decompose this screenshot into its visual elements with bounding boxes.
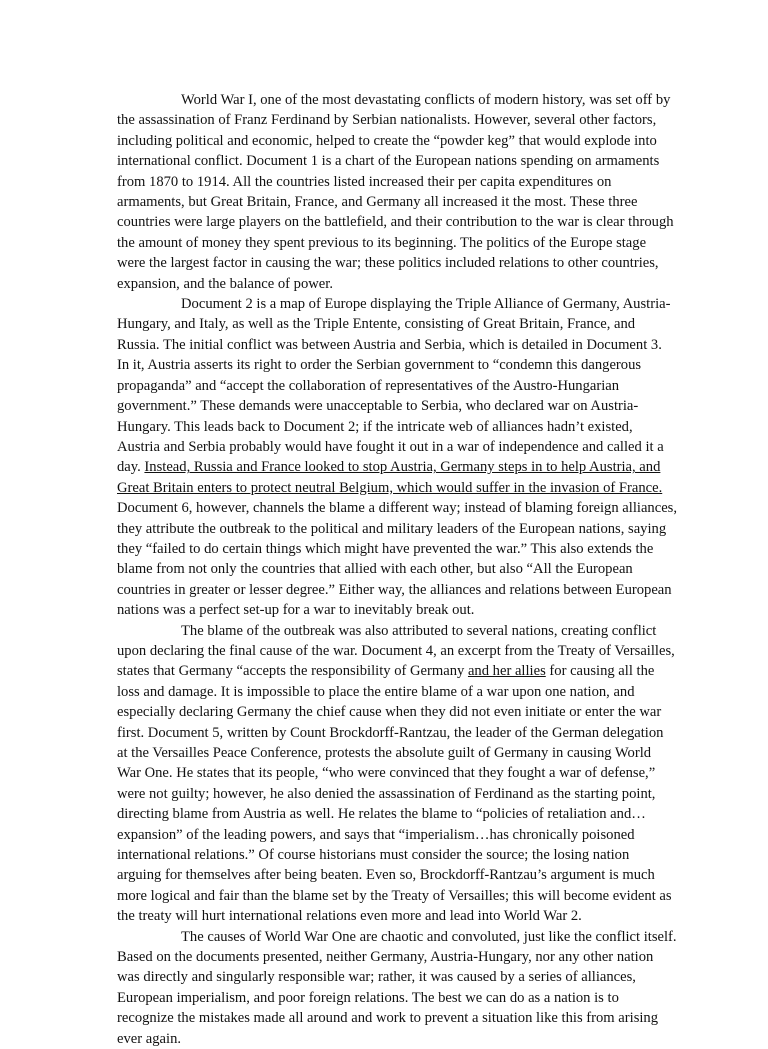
paragraph-4-text: The causes of World War One are chaotic and convoluted, just like the conflict itself. Based on the documents presented, neither Germany, Austria-Hungary, nor any other nation was directly and singularly responsible war; rather, it was caused by a series of alliances, European imperialism, and poor foreign relations. The best we can do as a nation is to recognize the mistakes made all around and work to prevent a situation like this from arising ever again. [117,928,677,1047]
paragraph-1-text: World War I, one of the most devastating conflicts of modern history, was set off by the assassination of Franz Ferdinand by Serbian nationalists. However, several other factors, including political and economic, helped to create the “powder keg” that would explode into international conflict. Document 1 is a chart of the European nations spending on armaments from 1870 to 1914. All the countries listed increased their per capita expenditures on armaments, but Great Britain, France, and Germany all increased it the most. These three countries were large players on the battlefield, and their contribution to the war is clear through the amount of money they spent previous to its beginning. The politics of the Europe stage were the largest factor in causing the war; these politics included relations to other countries, expansion, and the balance of power. [117,92,674,292]
essay-paragraph-2 [117,294,677,621]
essay-paragraph-3 [117,621,677,927]
paragraph-3-underlined-text: and her allies [467,663,546,680]
essay-paragraph-4 [117,927,677,1049]
paragraph-3-text-b: for causing all the loss and damage. It is impossible to place the entire blame of a war upon one nation, and especially declaring Germany the chief cause when they did not even initiate or enter the war first. Document 5, written by Count Brockdorff-Rantzau, the leader of the German delegation at the Versailles Peace Conference, protests the absolute guilt of Germany in causing World War One. He states that its people, “who were convinced that they fought a war of defense,” were not guilty; however, he also denied the assassination of Ferdinand as the starting point, directing blame from Austria as well. He relates the blame to “policies of retaliation and…expansion” of the leading powers, and says that “imperialism…has chronically poisoned international relations.” Of course historians must consider the source; the losing nation arguing for themselves after being beaten. Even so, Brockdorff-Rantzau’s argument is much more logical and fair than the blame set by the Treaty of Versailles; this will become evident as the treaty will hurt international relations even more and lead into World War 2. [117,663,672,925]
paragraph-2-text-b: Document 6, however, channels the blame a different way; instead of blaming foreign alliances, they attribute the outbreak to the political and military leaders of the European nations, saying they “failed to do certain things which might have prevented the war.” This also extends the blame from not only the countries that allied with each other, but also “All the European countries in greater or lesser degree.” Either way, the alliances and relations between European nations was a perfect set-up for a war to inevitably break out. [117,500,677,619]
essay-page [117,90,677,1049]
paragraph-2-text-a: Document 2 is a map of Europe displaying the Triple Alliance of Germany, Austria-Hungary, and Italy, as well as the Triple Entente, consisting of Great Britain, France, and Russia. The initial conflict was between Austria and Serbia, which is detailed in Document 3. In it, Austria asserts its right to order the Serbian government to “condemn this dangerous propaganda” and “accept the collaboration of representatives of the Austro-Hungarian government.” These demands were unacceptable to Serbia, who declared war on Austria-Hungary. This leads back to Document 2; if the intricate web of alliances hadn’t existed, Austria and Serbia probably would have fought it out in a war of independence and called it a day. [117,296,671,476]
paragraph-3-text-a: The blame of the outbreak was also attributed to several nations, creating conflict upon declaring the final cause of the war. Document 4, an excerpt from the Treaty of Versailles, states that Germany “accepts the responsibility of Germany [117,622,675,680]
paragraph-2-underlined-text: Instead, Russia and France looked to stop Austria, Germany steps in to help Austria, and Great Britain enters to protect neutral Belgium, which would suffer in the invasion of France. [117,459,663,496]
essay-paragraph-1 [117,90,677,294]
